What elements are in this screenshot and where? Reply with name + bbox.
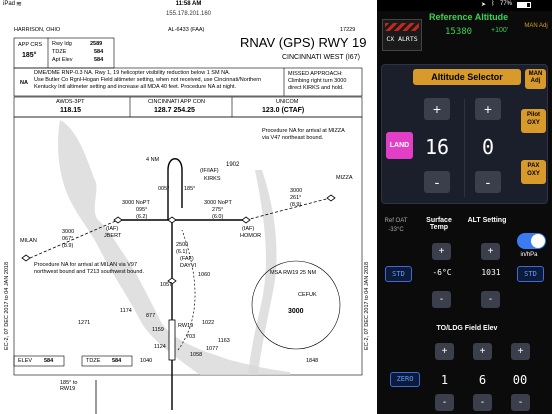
proc-milan-note-1: Procedure NA for arrival at MILAN via V97 bbox=[34, 262, 138, 268]
crs-185: 185° bbox=[184, 186, 196, 192]
msa-label: MSA RW19 25 NM bbox=[270, 270, 317, 276]
unicom-label: UNICOM bbox=[276, 99, 299, 105]
fix-kirks: KIRKS bbox=[204, 176, 221, 182]
fix-kirks-type: (IF/IAF) bbox=[200, 168, 219, 174]
fix-jbert-type: (IAF) bbox=[106, 226, 119, 232]
nopt-right-dist: (6.0) bbox=[212, 214, 224, 220]
elev-d1-increment-button[interactable]: + bbox=[435, 343, 454, 360]
hundreds-digit: 0 bbox=[481, 135, 495, 159]
app-crs-value: 185° bbox=[22, 52, 37, 59]
spot-elev-1057: 1057 bbox=[160, 282, 173, 288]
spot-elev-1058: 1058 bbox=[190, 352, 203, 358]
reference-altitude-offset: +100' bbox=[491, 27, 509, 34]
proc-milan-note-2: northwest bound and T213 southwest bound. bbox=[34, 269, 144, 275]
nopt-left: 3000 NoPT bbox=[122, 200, 150, 206]
alt-setting-increment-button[interactable]: + bbox=[481, 243, 500, 260]
fix-rw19: RW19 bbox=[178, 323, 194, 329]
notes-line-3: Kentucky Intl altimeter setting and increase all MDA 40 feet. Procedure NA at night. bbox=[34, 84, 237, 90]
alt-3000-milan: 3000 bbox=[62, 229, 75, 235]
surface-temp-decrement-button[interactable]: - bbox=[432, 291, 451, 308]
thousands-digit: 16 bbox=[424, 135, 450, 159]
alt-setting-decrement-button[interactable]: - bbox=[481, 291, 500, 308]
elev-d2-decrement-button[interactable]: - bbox=[473, 394, 492, 411]
reference-altitude-title: Reference Altitude bbox=[429, 12, 509, 22]
selector-divider bbox=[464, 99, 465, 197]
apt-elev-value: 584 bbox=[94, 57, 104, 63]
hazard-stripes bbox=[385, 23, 419, 31]
missed-approach-title: MISSED APPROACH: bbox=[288, 71, 343, 77]
location-arrow-icon: ➤ bbox=[481, 2, 487, 8]
awos-freq: 118.15 bbox=[60, 107, 82, 114]
alt-setting-value: 1031 bbox=[481, 268, 501, 277]
plate-chart-num: 17229 bbox=[340, 27, 356, 33]
reference-altitude-value: 15380 bbox=[445, 27, 473, 37]
spot-elev-1060: 1060 bbox=[198, 272, 211, 278]
hundreds-increment-button[interactable]: + bbox=[475, 98, 501, 120]
proc-mizza-note-1: Procedure NA for arrival at MIZZA bbox=[262, 128, 345, 134]
battery-percent: 77% bbox=[500, 1, 513, 7]
rwy-ldg-label: Rwy Idg bbox=[52, 41, 72, 47]
battery-icon bbox=[517, 2, 531, 8]
msa-alt: 3000 bbox=[288, 308, 304, 315]
altitude-alert-panel bbox=[377, 11, 552, 414]
tdze-box-value: 584 bbox=[112, 358, 122, 364]
thousands-decrement-button[interactable]: - bbox=[424, 171, 450, 193]
pax-oxy-button[interactable]: PAX OXY bbox=[521, 160, 546, 184]
missed-approach-line-2: direct KIRKS and hold. bbox=[288, 85, 344, 91]
spot-elev-1848: 1848 bbox=[306, 358, 319, 364]
dist-89-b: (8.9) bbox=[62, 243, 74, 249]
elev-d3-increment-button[interactable]: + bbox=[511, 343, 530, 360]
units-label: in/hPa bbox=[520, 252, 538, 258]
surface-temp-value: -6°C bbox=[432, 268, 452, 277]
device-label: iPad bbox=[3, 1, 16, 7]
fix-homor-type: (IAF) bbox=[242, 226, 255, 232]
crs-261: 261° bbox=[290, 195, 302, 201]
nopt-left-crs: 095° bbox=[136, 207, 148, 213]
apt-elev-label: Apt Elev bbox=[52, 57, 73, 63]
plate-location: HARRISON, OHIO bbox=[14, 27, 61, 33]
std-right-button[interactable]: STD bbox=[517, 266, 544, 282]
spot-elev-1902: 1902 bbox=[226, 162, 240, 168]
elev-label: ELEV bbox=[18, 358, 33, 364]
runway-arrow-label: 185° to RW19 bbox=[60, 380, 78, 393]
crs-005: 005° bbox=[158, 186, 170, 192]
spot-elev-703: 703 bbox=[186, 334, 196, 340]
zero-button[interactable]: ZERO bbox=[390, 372, 420, 387]
app-con-label: CINCINNATI APP CON bbox=[148, 99, 205, 105]
side-date-left: EC-2, 07 DEC 2017 to 04 JAN 2018 bbox=[4, 261, 10, 350]
dist-61: (6.1) bbox=[176, 249, 188, 255]
tdze-box-label: TDZE bbox=[86, 358, 101, 364]
crs-067: 067° bbox=[62, 236, 74, 242]
fix-cefuk: CEFUK bbox=[298, 292, 317, 298]
altitude-selector-button[interactable]: Altitude Selector bbox=[413, 69, 521, 85]
fix-homor: HOMOR bbox=[240, 233, 262, 239]
spot-elev-1040: 1040 bbox=[140, 358, 153, 364]
land-button[interactable]: LAND bbox=[386, 132, 413, 159]
app-crs-label: APP CRS bbox=[18, 42, 43, 48]
fix-mizza: MIZZA bbox=[336, 175, 353, 181]
plate-title: RNAV (GPS) RWY 19 bbox=[240, 35, 367, 50]
side-date-right: EC-2, 07 DEC 2017 to 04 JAN 2018 bbox=[364, 261, 370, 350]
proc-mizza-note-2: via V47 northeast bound. bbox=[262, 135, 324, 141]
fix-milan: MILAN bbox=[20, 238, 37, 244]
notes-line-1: DME/DME RNP-0.3 NA. Rwy 1, 19 helicopter visibility reduction below 1 SM NA. bbox=[34, 70, 231, 76]
tdze-label: TDZE bbox=[52, 49, 67, 55]
unicom-freq: 123.0 (CTAF) bbox=[262, 107, 305, 114]
surface-temp-increment-button[interactable]: + bbox=[432, 243, 451, 260]
url-bar[interactable]: 155.178.201.160 bbox=[0, 11, 377, 20]
rwy-ldg-value: 2589 bbox=[90, 41, 103, 47]
elev-d1-decrement-button[interactable]: - bbox=[435, 394, 454, 411]
fix-dayvi: DAYVI bbox=[180, 263, 197, 269]
na-label: NA bbox=[20, 80, 28, 86]
elev-value: 584 bbox=[44, 358, 54, 364]
std-left-button[interactable]: STD bbox=[385, 266, 412, 282]
hundreds-decrement-button[interactable]: - bbox=[475, 171, 501, 193]
spot-elev-1159: 1159 bbox=[152, 327, 164, 333]
elev-digit-1: 1 bbox=[440, 373, 449, 387]
nopt-right-crs: 275° bbox=[212, 207, 224, 213]
tdze-value: 584 bbox=[94, 49, 104, 55]
awos-label: AWOS-3PT bbox=[56, 99, 85, 105]
units-toggle[interactable] bbox=[517, 233, 546, 249]
alt-3000-mizza: 3000 bbox=[290, 188, 303, 194]
ref-oat-value: -33°C bbox=[388, 227, 404, 233]
elev-digit-2: 6 bbox=[478, 373, 487, 387]
field-elev-label: TO/LDG Field Elev bbox=[436, 325, 498, 332]
toggle-knob bbox=[531, 234, 545, 248]
clock: 11:58 AM bbox=[175, 1, 202, 7]
app-con-freq: 128.7 254.25 bbox=[154, 107, 195, 114]
approach-plate[interactable] bbox=[0, 20, 377, 414]
cx-alerts-logo bbox=[382, 19, 422, 51]
spot-elev-877: 877 bbox=[146, 313, 156, 319]
spot-elev-1163: 1163 bbox=[218, 338, 230, 344]
pilot-oxy-button[interactable]: Pilot OXY bbox=[521, 109, 546, 133]
settings-section bbox=[377, 207, 552, 414]
elev-d2-increment-button[interactable]: + bbox=[473, 343, 492, 360]
status-bar bbox=[0, 0, 377, 11]
wifi-icon: ≋ bbox=[16, 1, 22, 8]
plate-chart-id: AL-6433 (FAA) bbox=[168, 27, 205, 33]
spot-elev-1124: 1124 bbox=[154, 344, 166, 350]
nopt-left-dist: (6.2) bbox=[136, 214, 148, 220]
alt-2500: 2500 bbox=[176, 242, 189, 248]
fix-dayvi-type: (FAF) bbox=[180, 256, 194, 262]
plate-airport: CINCINNATI WEST (I67) bbox=[282, 54, 360, 61]
man-adj-indicator: MAN Adj bbox=[524, 23, 548, 29]
logo-text: CX ALRTS bbox=[386, 35, 418, 43]
status-bar-right bbox=[377, 0, 552, 11]
missed-approach-line-1: Climbing right turn 3000 bbox=[288, 78, 347, 84]
elev-d3-decrement-button[interactable]: - bbox=[511, 394, 530, 411]
spot-elev-1174: 1174 bbox=[120, 308, 132, 314]
thousands-increment-button[interactable]: + bbox=[424, 98, 450, 120]
dist-89: (8.9) bbox=[290, 202, 302, 208]
spot-elev-1077: 1077 bbox=[206, 346, 219, 352]
fix-jbert: JBERT bbox=[104, 233, 122, 239]
nopt-right: 3000 NoPT bbox=[204, 200, 232, 206]
surface-temp-label: Surface Temp bbox=[426, 217, 452, 231]
man-adj-button[interactable]: MAN Adj bbox=[525, 69, 546, 89]
ref-oat-label: Ref OAT bbox=[384, 218, 408, 224]
bluetooth-icon: ᛒ bbox=[491, 1, 495, 7]
hold-dist: 4 NM bbox=[146, 157, 160, 163]
alt-setting-label: ALT Setting bbox=[467, 217, 507, 224]
spot-elev-1271: 1271 bbox=[78, 320, 91, 326]
spot-elev-1022: 1022 bbox=[202, 320, 215, 326]
notes-line-2: Use Butler Co Rgnl-Hogan Field altimeter setting, when not received, use Cincinnati/Northern bbox=[34, 77, 262, 83]
elev-digit-3: 00 bbox=[512, 373, 528, 387]
